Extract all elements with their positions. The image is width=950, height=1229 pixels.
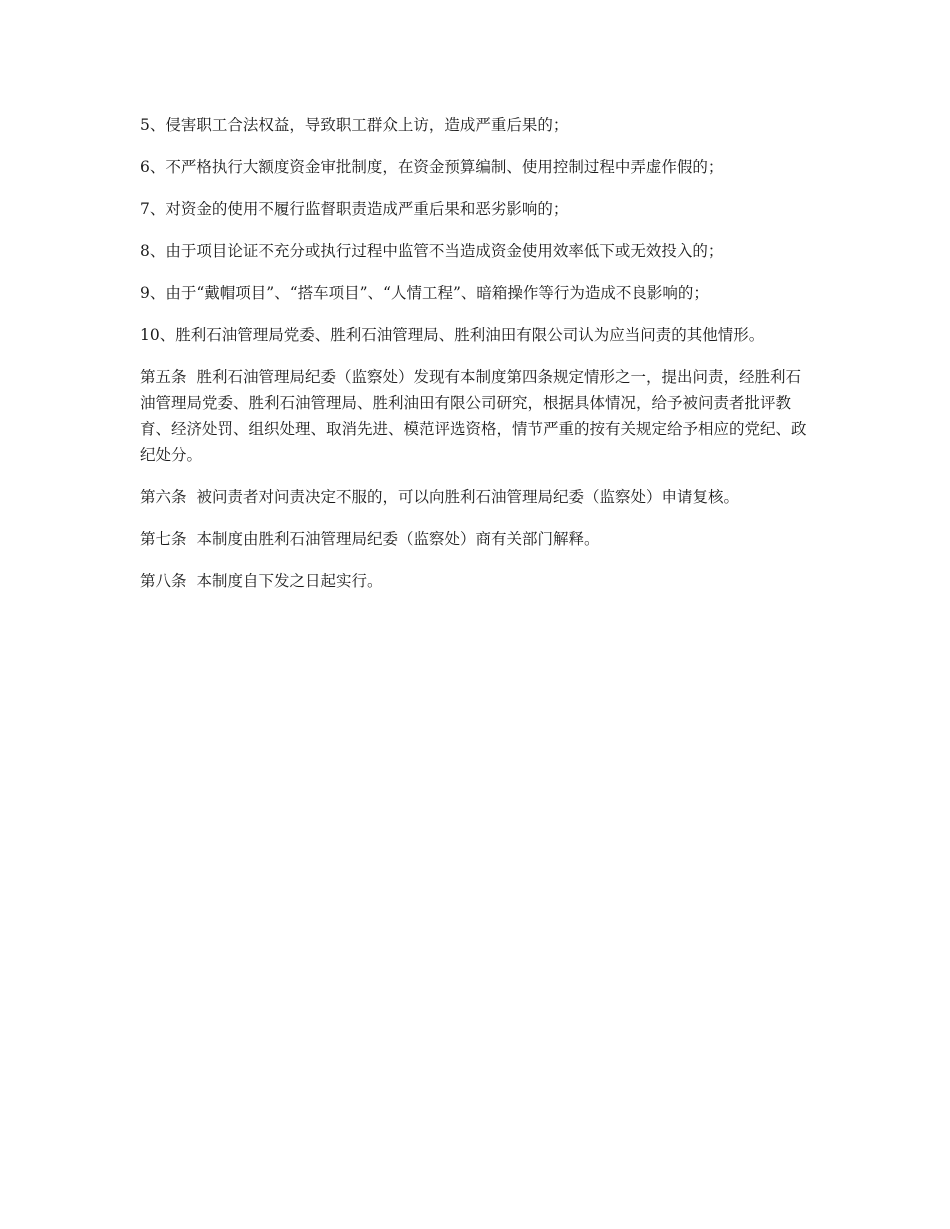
document-page: [140, 112, 810, 610]
article-7: [140, 526, 810, 552]
article-8: [140, 568, 810, 594]
article-text: 被问责者对问责决定不服的，可以向胜利石油管理局纪委（监察处）申请复核。: [196, 488, 740, 506]
article-number: 第八条: [140, 572, 187, 590]
article-text: 本制度自下发之日起实行。: [196, 572, 383, 590]
list-item-7: 7、对资金的使用不履行监督职责造成严重后果和恶劣影响的；: [140, 200, 569, 218]
list-item-8: 8、由于项目论证不充分或执行过程中监管不当造成资金使用效率低下或无效投入的；: [140, 242, 724, 260]
article-number: 第五条: [140, 368, 187, 386]
list-item-9: 9、由于“戴帽项目”、“搭车项目”、“人情工程”、暗箱操作等行为造成不良影响的；: [140, 284, 709, 302]
list-item-10: 10、胜利石油管理局党委、胜利石油管理局、胜利油田有限公司认为应当问责的其他情形。: [140, 326, 765, 344]
article-5: [140, 364, 810, 468]
article-number: 第六条: [140, 488, 187, 506]
article-number: 第七条: [140, 530, 187, 548]
article-text: 本制度由胜利石油管理局纪委（监察处）商有关部门解释。: [196, 530, 600, 548]
article-6: [140, 484, 810, 510]
list-item-6: 6、不严格执行大额度资金审批制度，在资金预算编制、使用控制过程中弄虚作假的；: [140, 158, 724, 176]
list-item-5: 5、侵害职工合法权益，导致职工群众上访，造成严重后果的；: [140, 116, 569, 134]
article-text: 胜利石油管理局纪委（监察处）发现有本制度第四条规定情形之一，提出问责，经胜利石油管理局党委、胜利石油管理局、胜利油田有限公司研究，根据具体情况，给予被问责者批评教育、经济处罚、组织处理、取消先进、模范评选资格，情节严重的按有关规定给予相应的党纪、政纪处分。: [140, 368, 807, 464]
